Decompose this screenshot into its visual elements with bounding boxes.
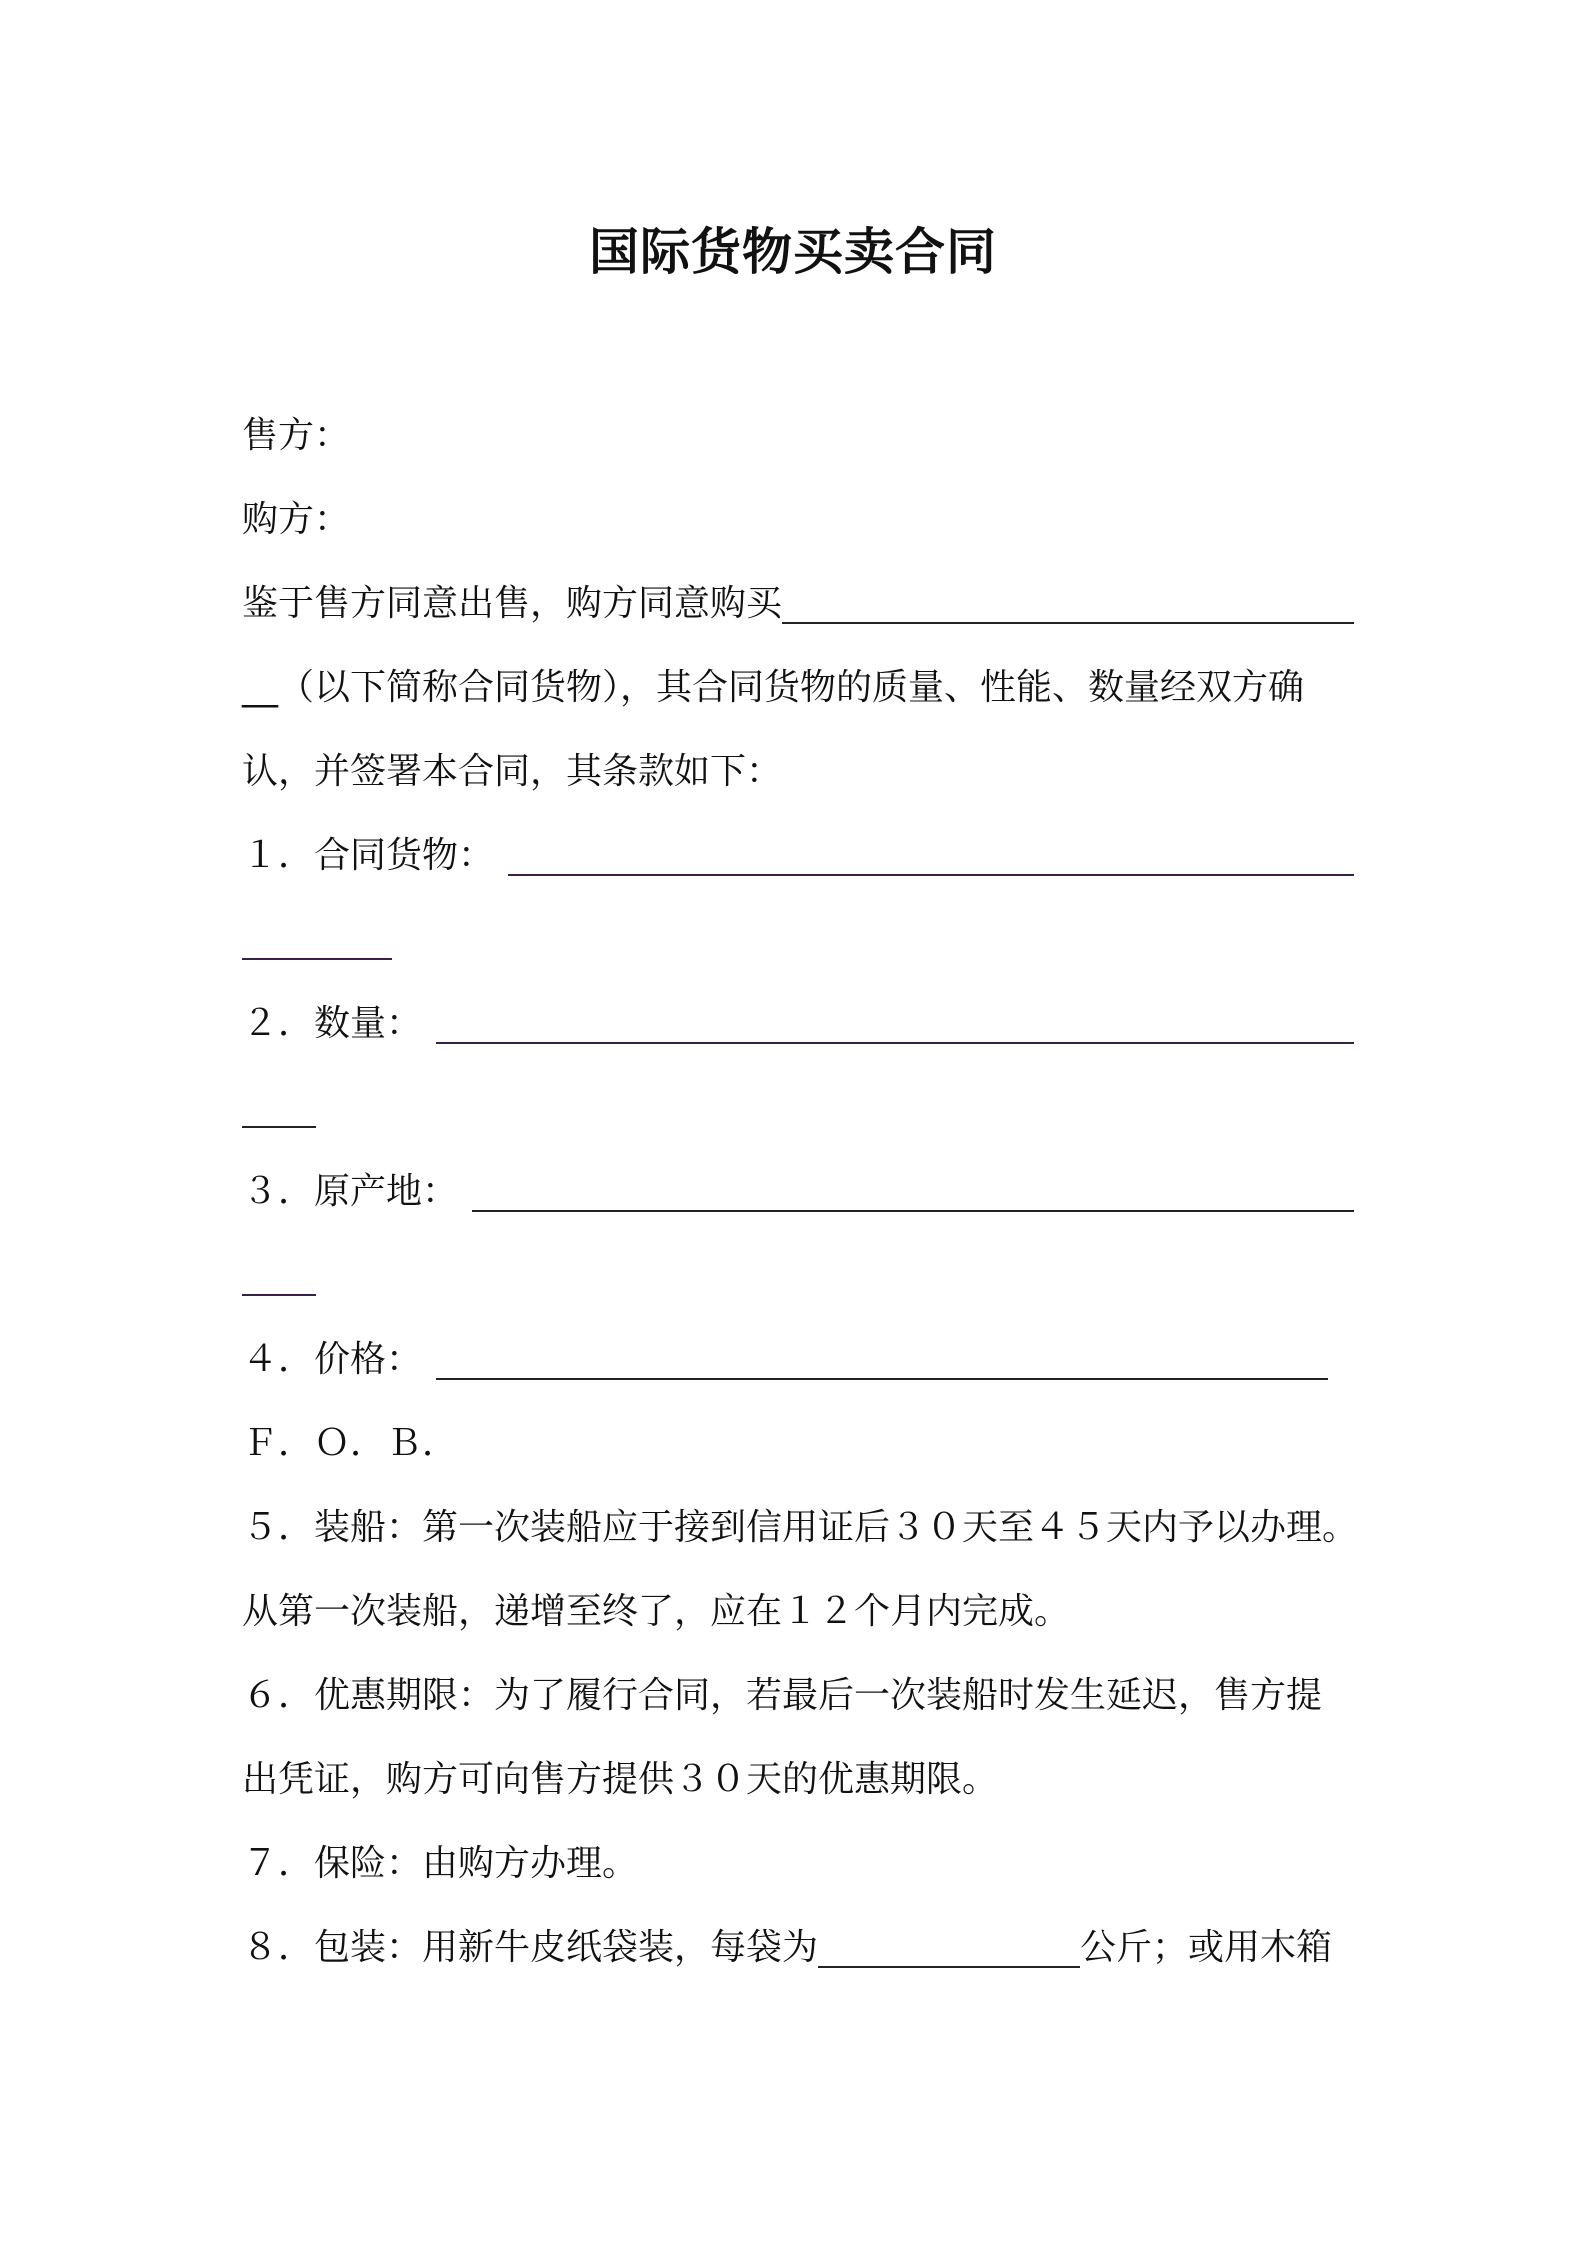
clause-4-line: [242, 1330, 1328, 1390]
clause-8-text-suffix: 公斤；或用木箱: [1080, 1927, 1333, 1968]
preamble-text-2: （以下简称合同货物），其合同货物的质量、性能、数量经双方确: [278, 667, 1305, 708]
clause-8-line: [242, 1918, 1354, 1978]
clause-2-blank[interactable]: [436, 1004, 1354, 1044]
clause-6-line-2: [242, 1750, 1354, 1810]
clause-3-blank[interactable]: [472, 1172, 1354, 1212]
clause-7-text: ７．保险：由购方办理。: [242, 1843, 639, 1884]
clause-4-term-line: [242, 1414, 1354, 1474]
preamble-line-1: [242, 574, 1354, 634]
document-title: 国际货物买卖合同: [589, 223, 997, 281]
clause-3-blank-continued[interactable]: [242, 1256, 316, 1296]
clause-4-label: ４．价格：: [242, 1339, 423, 1380]
clause-1-label: １．合同货物：: [242, 835, 495, 876]
clause-6-line-1: [242, 1666, 1354, 1726]
clause-4-blank[interactable]: [436, 1340, 1328, 1380]
clause-5-text-2: 从第一次装船，递增至终了，应在１２个月内完成。: [242, 1591, 1071, 1632]
preamble-text-1: 鉴于售方同意出售，购方同意购买: [242, 583, 783, 624]
clause-4-term: Ｆ．Ｏ．Ｂ．: [242, 1423, 459, 1464]
buyer-label: 购方：: [242, 499, 351, 540]
clause-7-line: [242, 1834, 1354, 1894]
seller-label: 售方：: [242, 415, 351, 456]
clause-8-weight-blank[interactable]: [818, 1928, 1080, 1968]
clause-6-text-1: ６．优惠期限：为了履行合同，若最后一次装船时发生延迟，售方提: [242, 1675, 1323, 1716]
preamble-text-3: 认，并签署本合同，其条款如下：: [242, 751, 783, 792]
preamble-line-2: [242, 658, 1354, 718]
clause-3-continuation: [242, 1246, 1354, 1306]
clause-1-continuation: [242, 910, 1354, 970]
seller-line: [242, 406, 1354, 466]
clause-3-label: ３．原产地：: [242, 1171, 459, 1212]
clause-5-line-2: [242, 1582, 1354, 1642]
clause-5-text-1: ５．装船：第一次装船应于接到信用证后３０天至４５天内予以办理。: [242, 1507, 1359, 1548]
clause-2-continuation: [242, 1078, 1354, 1138]
clause-8-text-prefix: ８．包装：用新牛皮纸袋装，每袋为: [242, 1927, 819, 1968]
preamble-blank-continuation: __: [242, 667, 278, 708]
clause-2-line: [242, 994, 1354, 1054]
goods-blank[interactable]: [782, 584, 1354, 624]
clause-6-text-2: 出凭证，购方可向售方提供３０天的优惠期限。: [242, 1759, 999, 1800]
clause-2-blank-continued[interactable]: [242, 1088, 316, 1128]
clause-1-blank-continued[interactable]: [242, 920, 392, 960]
clause-1-line: [242, 826, 1354, 886]
clause-1-blank[interactable]: [508, 836, 1354, 876]
clause-5-line-1: [242, 1498, 1359, 1558]
buyer-line: [242, 490, 1354, 550]
preamble-line-3: [242, 742, 1354, 802]
clause-2-label: ２．数量：: [242, 1003, 423, 1044]
clause-3-line: [242, 1162, 1354, 1222]
